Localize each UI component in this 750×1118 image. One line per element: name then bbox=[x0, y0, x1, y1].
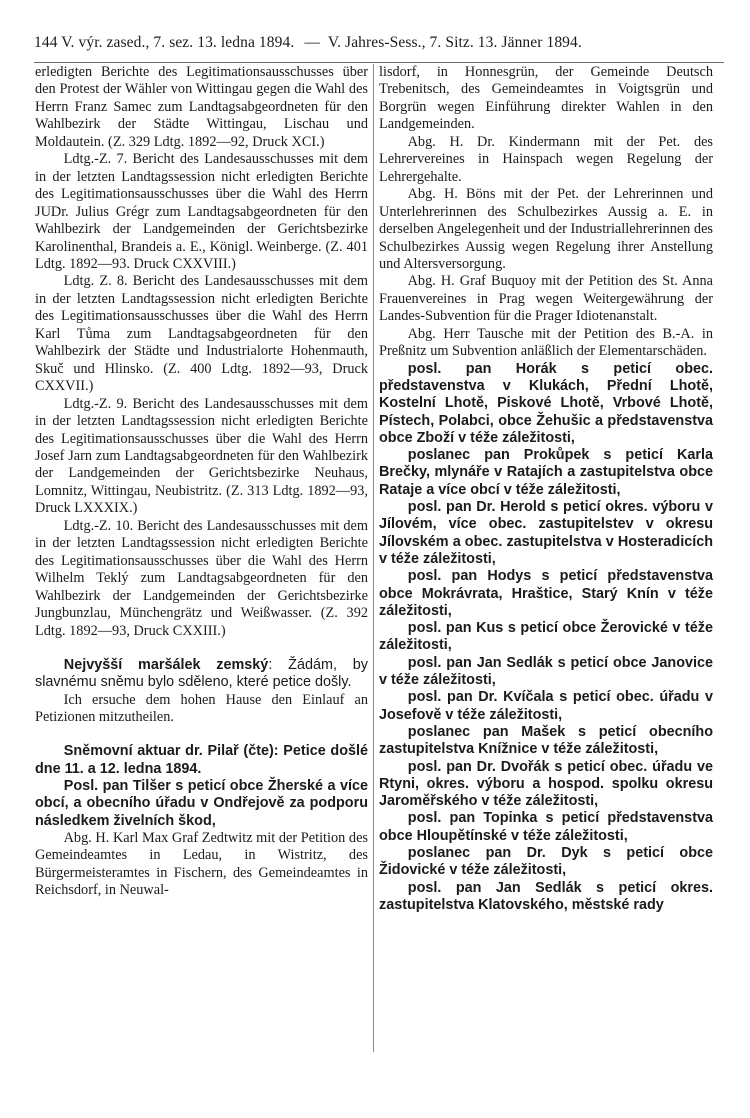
paragraph: posl. pan Kus s peticí obce Žerovické v téže záležitosti, bbox=[379, 620, 713, 654]
paragraph: erledigten Berichte des Legitimationsausschusses über den Protest der Wähler von Wittingau gegen die Wahl des Herrn Franz Samec zum Landtagsabgeordneten für den Wahlbezirk der Städte Wittingau, Lischau und Moldautein. (Z. 329 Ldtg. 1892—92, Druck XCI.) bbox=[35, 64, 368, 150]
paragraph: posl. pan Jan Sedlák s peticí obce Janovice v téže záležitosti, bbox=[379, 654, 713, 689]
paragraph: Ldtg.-Z. 10. Bericht des Landesausschusses mit dem in der letzten Landtagssession nicht erledigten Berichte des Legitimationsausschusses über die Wahl des Herrn Wilhelm Teklý zum Landtagsabgeordneten für den Wahlbezirk der Landgemeinden der Gerichtsbezirke Jungbunzlau, Münchengrätz und Weißwasser. (Z. 392 Ldtg. 1892—93, Druck CXXIII.) bbox=[35, 517, 368, 639]
spacer bbox=[35, 726, 368, 743]
header-german: V. Jahres-Sess., 7. Sitz. 13. Jänner 1894. bbox=[327, 34, 582, 51]
speaker-name: Nejvyšší maršálek zemský bbox=[63, 656, 269, 673]
speaker-name: Sněmovní aktuar dr. Pilař bbox=[63, 743, 239, 760]
paragraph: lisdorf, in Honnesgrün, der Gemeinde Deutsch Trebenitsch, des Gemeindeamtes in Voigtsgrün und Borgrün wegen Einführung direkter Wahlen in den Landgemeinden. bbox=[379, 64, 713, 133]
paragraph: Ldtg.-Z. 7. Bericht des Landesausschusses mit dem in der letzten Landtagssession nicht erledigten Berichte des Legitimationsausschusses über die Wahl des Herrn JUDr. Julius Grégr zum Landtagsabgeordneten für den Wahlbezirk der Landgemeinden der Gerichtsbezirke Karolinenthal, Brandeis a. E., Königl. Weinberge. (Z. 401 Ldtg. 1892—93. Druck CXXVIII.) bbox=[35, 151, 368, 272]
left-column bbox=[35, 64, 368, 900]
paragraph: posl. pan Jan Sedlák s peticí okres. zastupitelstva Klatovského, městské rady bbox=[379, 879, 713, 913]
header-rule bbox=[34, 62, 724, 63]
paragraph: poslanec pan Mašek s peticí obecního zastupitelstva Knížnice v téže záležitosti, bbox=[379, 723, 713, 758]
header-separator: — bbox=[304, 34, 320, 51]
paragraph: Abg. Herr Tausche mit der Petition des B.-A. in Preßnitz um Subvention anläßlich der Elementarschäden. bbox=[379, 325, 713, 360]
paragraph: Ldtg. Z. 8. Bericht des Landesausschusses mit dem in der letzten Landtagssession nicht erledigten Berichte des Legitimationsausschusses über die Wahl des Herrn Karl Tůma zum Landtagsabgeordneten für den Wahlbezirk der Städte und Industrialorte Hohenmauth, Skuč und Hlinsko. (Z. 400 Ldtg. 1892—93, Druck CXXVII.) bbox=[35, 273, 368, 395]
paragraph: Abg. H. Böns mit der Pet. der Lehrerinnen und Unterlehrerinnen des Schulbezirkes Aussig a. E. in derselben Angelegenheit und der Industriallehrerinnen des Schulbezirkes Aussig wegen Regelung ihrer Anstellung und Altersversorgung. bbox=[379, 186, 713, 272]
paragraph: poslanec pan Prokůpek s peticí Karla Brečky, mlynáře v Ratajích a zastupitelstva obce Rataje a více obcí v téže záležitosti, bbox=[379, 447, 713, 498]
header-czech: 144 V. výr. zased., 7. sez. 13. ledna 1894. bbox=[34, 34, 295, 51]
column-divider bbox=[373, 64, 374, 1052]
paragraph: Abg. H. Graf Buquoy mit der Petition des St. Anna Frauenvereines in Prag wegen Weitergewährung der Landes-Subvention für die Prager Idiotenanstalt. bbox=[379, 273, 713, 325]
spacer bbox=[35, 640, 368, 657]
paragraph-speech bbox=[35, 657, 368, 692]
paragraph: posl. pan Horák s peticí obec. představenstva v Klukách, Přední Lhotě, Kostelní Lhotě, Piskové Lhotě, Vrbové Lhotě, Pístech, Polabci, obce Žehušic a představenstva obce Zboží v téže záležitosti, bbox=[379, 360, 713, 446]
paragraph: posl. pan Dr. Herold s peticí okres. výboru v Jílovém, více obec. zastupitelstev v okresu Jílovském a obec. zastupitelstva v Hosteradicích v téže záležitosti, bbox=[379, 499, 713, 567]
paragraph: Abg. H. Dr. Kindermann mit der Pet. des Lehrervereines in Hainspach wegen Regelung der Lehrergehalte. bbox=[379, 133, 713, 185]
paragraph-speech bbox=[35, 743, 368, 778]
paragraph: Abg. H. Karl Max Graf Zedtwitz mit der Petition des Gemeindeamtes in Ledau, in Wistritz, des Bürgermeisteramtes in Fischern, des Gemeindeamtes in Reichsdorf, in Neuwal- bbox=[35, 829, 368, 899]
speech-text: : Žádám, by slavnému sněmu bylo sděleno, které petice došly. bbox=[35, 656, 368, 691]
paragraph: posl. pan Dr. Kvíčala s peticí obec. úřadu v Josefově v téže záležitosti, bbox=[379, 689, 713, 723]
paragraph: posl. pan Hodys s peticí představenstva obce Mokrávrata, Hraštice, Starý Knín v téže záležitosti, bbox=[379, 568, 713, 619]
page-header bbox=[34, 34, 724, 56]
paragraph: poslanec pan Dr. Dyk s peticí obce Židovické v téže záležitosti, bbox=[379, 845, 713, 879]
paragraph: Posl. pan Tilšer s peticí obce Žherské a více obcí, a obecního úřadu v Ondřejově za podporu následkem živelních škod, bbox=[35, 778, 368, 829]
right-column bbox=[379, 64, 713, 914]
paragraph: posl. pan Topinka s peticí představenstva obce Hloupětínské v téže záležitosti, bbox=[379, 810, 713, 844]
speech-text: (čte): Petice došlé dne 11. a 12. ledna 1894. bbox=[35, 743, 368, 777]
paragraph: posl. pan Dr. Dvořák s peticí obec. úřadu ve Rtyni, okres. výboru a hospod. spolku okresu Jaroměřského v téže záležitosti, bbox=[379, 758, 713, 810]
paragraph: Ldtg.-Z. 9. Bericht des Landesausschusses mit dem in der letzten Landtagssession nicht erledigten Berichte des Legitimationsausschusses über die Wahl des Herrn Josef Jarn zum Landtagsabgeordneten für den Wahlbezirk der Landgemeinden der Gerichtsbezirke Neuhaus, Lomnitz, Wittingau, Neubistritz. (Z. 313 Ldtg. 1892—93, Druck LXXXIX.) bbox=[35, 395, 368, 517]
paragraph: Ich ersuche dem hohen Hause den Einlauf an Petizionen mitzutheilen. bbox=[35, 691, 368, 725]
